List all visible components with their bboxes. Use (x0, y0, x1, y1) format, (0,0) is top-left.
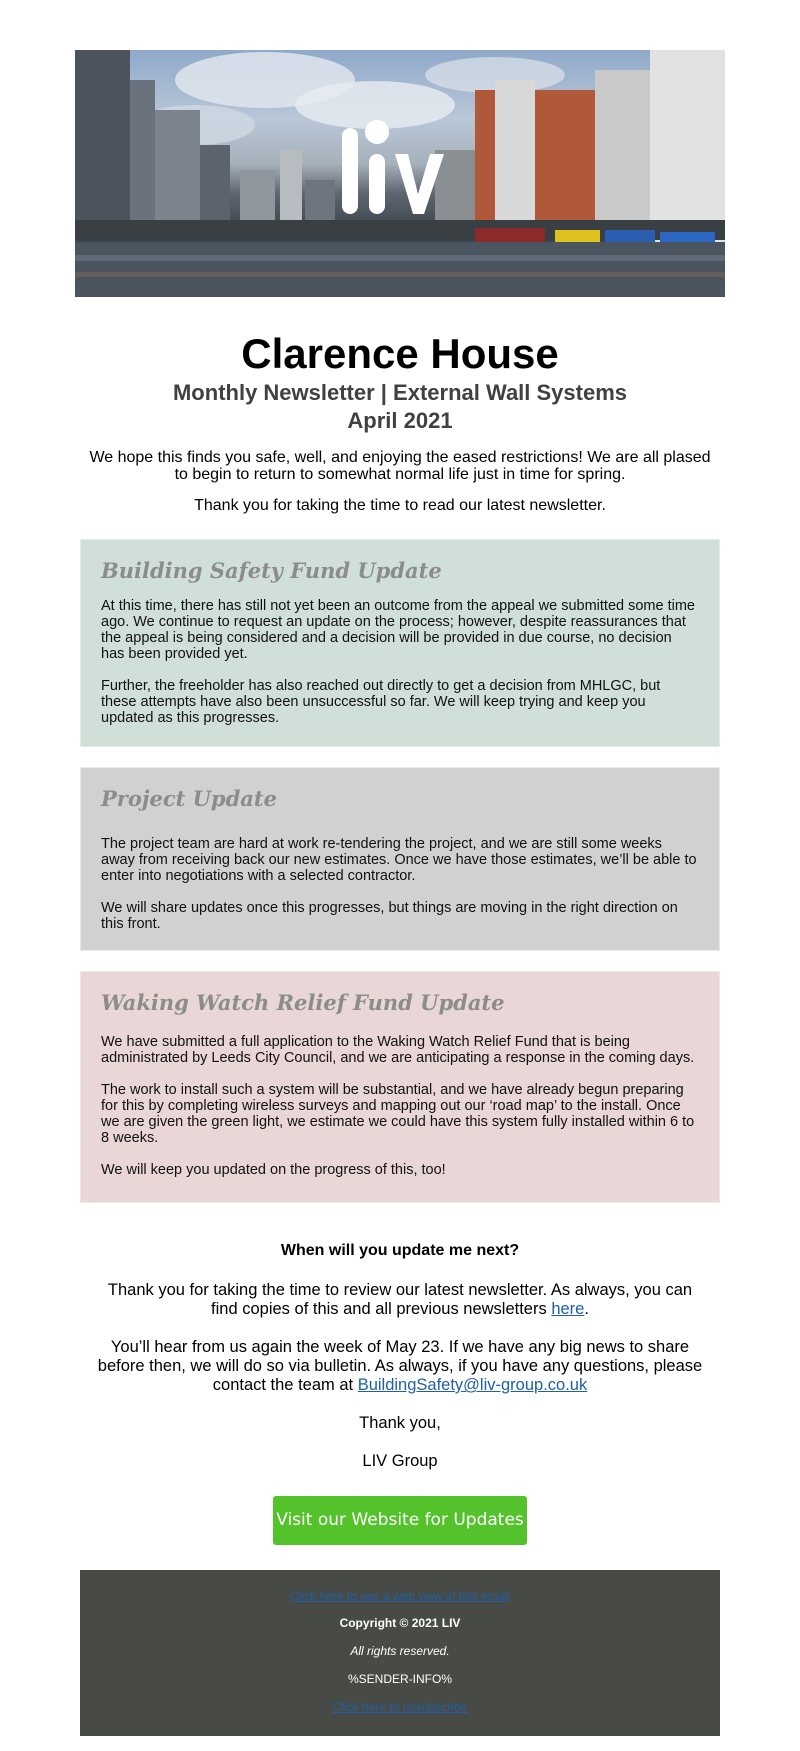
section-heading: Waking Watch Relief Fund Update (101, 990, 505, 1015)
section-paragraph: We will share updates once this progresses, but things are moving in the right direction on this front. (101, 900, 678, 932)
web-view-link[interactable]: Click here to see a web view of this email (290, 1589, 510, 1603)
newsletter-archive-paragraph: Thank you for taking the time to review our latest newsletter. As always, you can find copies of this and all previous newsletters here. (107, 1281, 693, 1318)
liv-logo-icon (340, 120, 450, 220)
rights-text: All rights reserved. (350, 1644, 450, 1658)
signature-text: LIV Group (362, 1452, 438, 1470)
newsletter-date: April 2021 (347, 408, 453, 433)
signoff-text: Thank you, (359, 1414, 441, 1432)
sender-info: %SENDER-INFO% (347, 1672, 452, 1686)
hero-banner (75, 50, 725, 297)
section-paragraph: The work to install such a system will be substantial, and we have already begun preparing for this by completing wireless surveys and mapping out our ‘road map’ to the install. Once we are given the green light, we estimate we could have this system fully installed within 6 to 8 weeks. (101, 1082, 695, 1146)
section-paragraph: We have submitted a full application to the Waking Watch Relief Fund that is being administrated by Leeds City Council, and we are anticipating a response in the coming days. (101, 1034, 695, 1066)
intro-thanks: Thank you for taking the time to read our latest newsletter. (194, 497, 606, 514)
liv-logo (340, 120, 450, 220)
project-update-section (80, 767, 720, 951)
section-heading: Project Update (101, 786, 277, 811)
next-update-heading: When will you update me next? (280, 1242, 520, 1259)
section-heading: Building Safety Fund Update (101, 558, 442, 583)
section-paragraph: The project team are hard at work re-tendering the project, and we are still some weeks away from receiving back our new estimates. Once we have those estimates, we’ll be able to enter into negotiations with a selected contractor. (101, 836, 697, 884)
unsubscribe-link[interactable]: Click here to unsubscribe (332, 1700, 468, 1714)
newsletters-here-link[interactable]: here (551, 1300, 585, 1318)
building-safety-fund-section (80, 539, 720, 747)
contact-email-link[interactable]: BuildingSafety@liv-group.co.uk (357, 1376, 588, 1394)
intro-text: We hope this finds you safe, well, and enjoying the eased restrictions! We are all plased to begin to return to somewhat normal life just in time for spring. (89, 449, 711, 483)
contact-paragraph: You’ll hear from us again the week of May 23. If we have any big news to share before then, we will do so via bulletin. As always, if you have any questions, please contact the team at BuildingSafety@liv-group.co.uk (97, 1338, 703, 1394)
footer (80, 1570, 720, 1736)
waking-watch-section (80, 971, 720, 1203)
section-paragraph: At this time, there has still not yet been an outcome from the appeal we submitted some time ago. We continue to request an update on the process; however, despite reassurances that the appeal is being considered and a decision will be provided in due course, no decision has been provided yet. (101, 598, 695, 662)
section-paragraph: We will keep you updated on the progress of this, too! (101, 1162, 446, 1178)
newsletter-subtitle: Monthly Newsletter | External Wall Systems (172, 380, 628, 405)
copyright-text: Copyright © 2021 LIV (339, 1616, 461, 1630)
visit-website-button[interactable]: Visit our Website for Updates (273, 1496, 527, 1545)
section-paragraph: Further, the freeholder has also reached out directly to get a decision from MHLGC, but these attempts have also been unsuccessful so far. We will keep trying and keep you updated as this progresses. (101, 678, 661, 726)
page-title: Clarence House (241, 330, 559, 377)
